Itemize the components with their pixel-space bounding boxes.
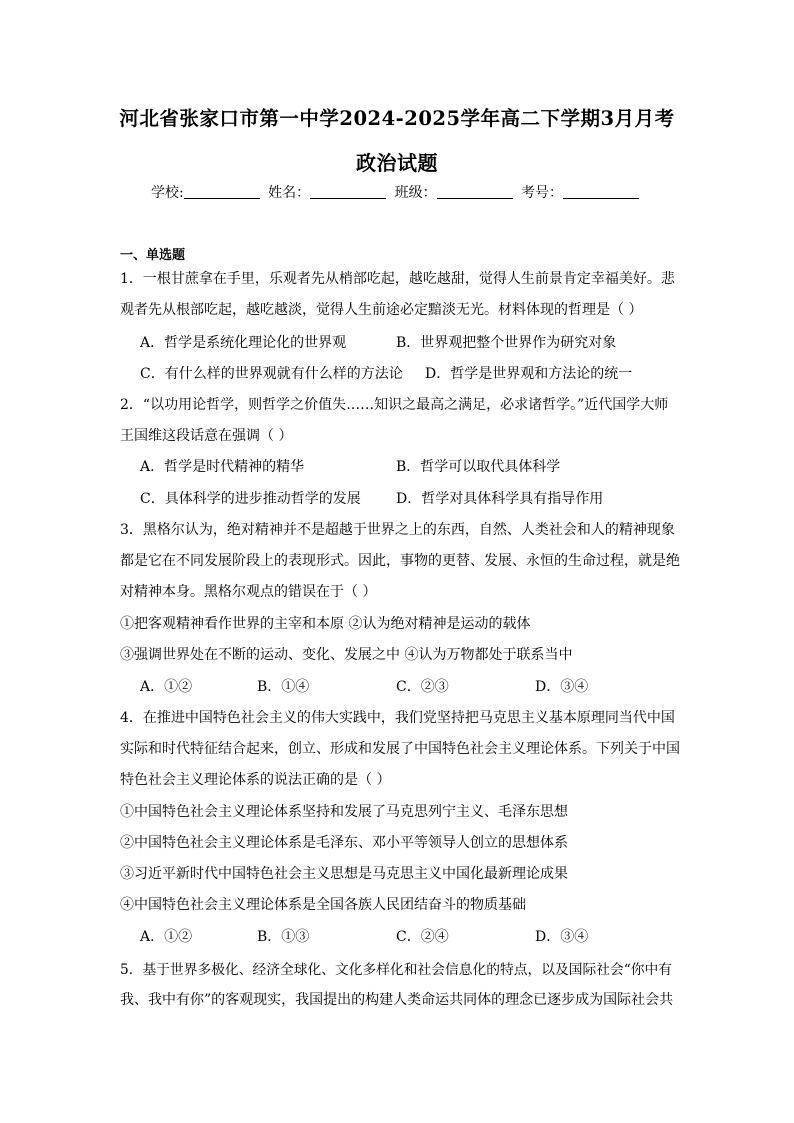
q5-line-1: 5．基于世界多极化、经济全球化、文化多样化和社会信息化的特点，以及国际社会“你中有	[120, 962, 673, 978]
q4-statement-2: ②中国特色社会主义理论体系是毛泽东、邓小平等领导人创立的思想体系	[120, 835, 568, 851]
q4-option-b: B．①③	[257, 929, 310, 945]
q1-option-b: B．世界观把整个世界作为研究对象	[396, 335, 617, 351]
q3-option-b: B．①④	[257, 679, 310, 695]
q2-option-c: C．具体科学的进步推动哲学的发展	[140, 491, 361, 507]
student-info-row	[0, 182, 794, 202]
q3-option-a: A．①②	[140, 679, 193, 695]
q1-line-1: 1．一根甘蔗拿在手里，乐观者先从梢部吃起，越吃越甜，觉得人生前景肯定幸福美好。悲	[120, 271, 675, 287]
q2-option-a: A．哲学是时代精神的精华	[140, 459, 305, 475]
q4-option-c: C．②④	[396, 929, 449, 945]
school-blank	[184, 184, 260, 199]
exam-title: 河北省张家口市第一中学2024-2025学年高二下学期3月月考	[119, 107, 675, 130]
q3-line-3: 对精神本身。黑格尔观点的错误在于（ ）	[120, 584, 377, 600]
q2-option-d: D．哲学对具体科学具有指导作用	[396, 491, 604, 507]
q4-line-3: 特色社会主义理论体系的说法正确的是（ ）	[120, 772, 391, 788]
q3-option-c: C．②③	[396, 679, 449, 695]
q1-option-c: C．有什么样的世界观就有什么样的方法论	[140, 366, 403, 382]
q2-option-b: B．哲学可以取代具体科学	[396, 459, 561, 475]
exam-number-label: 考号：	[521, 185, 564, 201]
q5-line-2: 我、我中有你”的客观现实，我国提出的构建人类命运共同体的理念已逐步成为国际社会共	[120, 992, 674, 1008]
name-blank	[310, 184, 386, 199]
q3-statement-2: ③强调世界处在不断的运动、变化、发展之中 ④认为万物都处于联系当中	[120, 647, 573, 663]
q3-statement-1: ①把客观精神看作世界的主宰和本原 ②认为绝对精神是运动的载体	[120, 616, 531, 632]
q4-line-2: 实际和时代特征结合起来，创立、形成和发展了中国特色社会主义理论体系。下列关于中国	[120, 741, 680, 757]
q1-line-2: 观者先从根部吃起，越吃越淡，觉得人生前途必定黯淡无光。材料体现的哲理是（ ）	[120, 302, 643, 318]
q1-option-a: A．哲学是系统化理论化的世界观	[140, 335, 347, 351]
q4-line-1: 4．在推进中国特色社会主义的伟大实践中，我们党坚持把马克思主义基本原理同当代中国	[120, 710, 675, 726]
q2-line-2: 王国维这段话意在强调（ ）	[120, 428, 293, 444]
q4-option-a: A．①②	[140, 929, 193, 945]
exam-subject: 政治试题	[356, 151, 438, 175]
section-heading: 一、单选题	[120, 248, 186, 263]
exam-number-blank	[563, 184, 639, 199]
school-label: 学校:	[150, 185, 184, 201]
q4-option-d: D．③④	[535, 929, 589, 945]
q4-statement-4: ④中国特色社会主义理论体系是全国各族人民团结奋斗的物质基础	[120, 897, 526, 913]
q2-line-1: 2．“以功用论哲学，则哲学之价值失……知识之最高之满足，必求诸哲学。”近代国学大师	[120, 397, 669, 413]
q3-option-d: D．③④	[535, 679, 589, 695]
q3-line-1: 3．黑格尔认为，绝对精神并不是超越于世界之上的东西，自然、人类社会和人的精神现象	[120, 522, 675, 538]
q1-option-d: D．哲学是世界观和方法论的统一	[425, 366, 633, 382]
q4-statement-3: ③习近平新时代中国特色社会主义思想是马克思主义中国化最新理论成果	[120, 866, 568, 882]
q4-statement-1: ①中国特色社会主义理论体系坚持和发展了马克思列宁主义、毛泽东思想	[120, 804, 568, 820]
class-label: 班级：	[394, 185, 437, 201]
q3-line-2: 都是它在不同发展阶段上的表现形式。因此，事物的更替、发展、永恒的生命过程，就是绝	[120, 553, 680, 569]
class-blank	[437, 184, 513, 199]
name-label: 姓名：	[268, 185, 311, 201]
